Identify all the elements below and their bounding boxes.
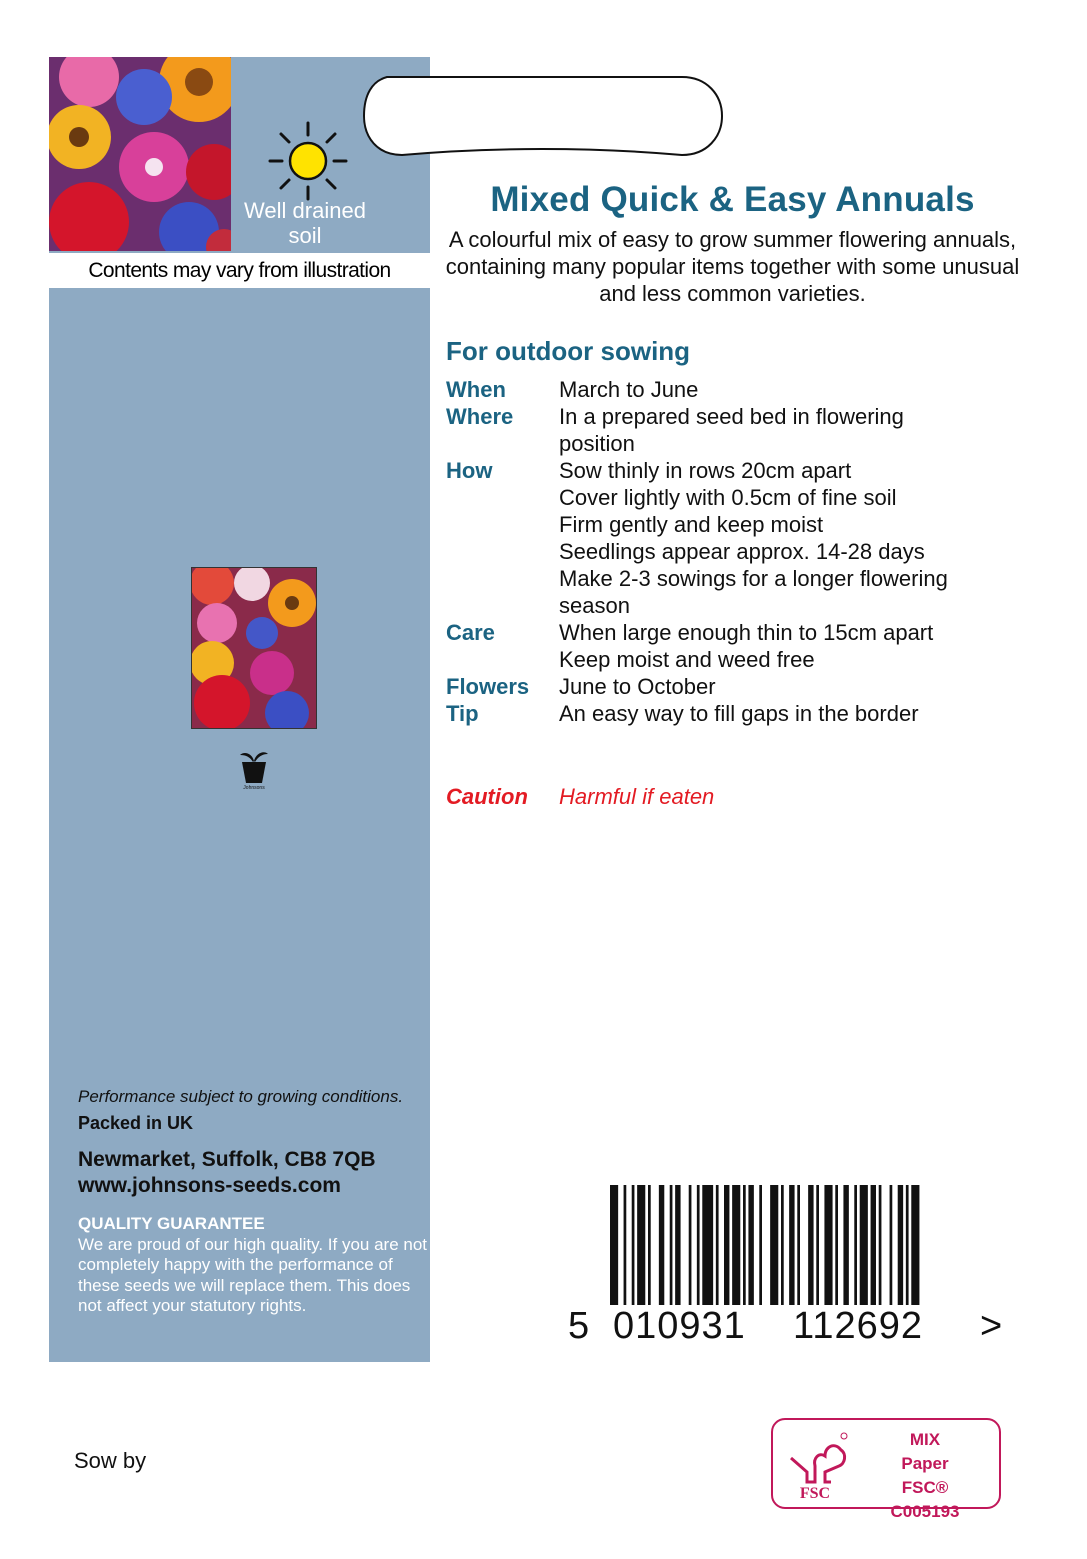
barcode [610,1185,990,1305]
sowing-row [446,619,1046,673]
caution-label: Caution [446,784,528,809]
hanger-hole [362,75,724,157]
caution-text: Harmful if eaten [559,784,715,809]
product-title: Mixed Quick & Easy Annuals [490,180,975,219]
fsc-paper: Paper [901,1454,949,1473]
sowing-row-line: An easy way to fill gaps in the border [559,701,919,726]
fsc-code: FSC® C005193 [890,1478,960,1521]
barcode-bar [743,1185,746,1305]
barcode-bar [898,1185,903,1305]
sowing-row-line: Seedlings appear approx. 14-28 days [559,539,925,564]
brand-mark-text: Johnsons [243,785,265,791]
sowing-table [446,376,1046,727]
sowing-row [446,673,1046,700]
sowing-row-value [559,457,1046,619]
barcode-right-digits: 112692 [793,1305,923,1347]
sowing-row [446,403,1046,457]
barcode-bar [789,1185,794,1305]
address [78,1147,376,1199]
quality-title: QUALITY GUARANTEE [78,1214,265,1233]
barcode-bar [871,1185,876,1305]
sowing-row-value [559,376,1046,403]
soil-label: Well drained soil [244,198,366,248]
barcode-bar [724,1185,729,1305]
barcode-bar [670,1185,673,1305]
product-description: A colourful mix of easy to grow summer flowering annuals, containing many popular items together with some unusual and less common varieties. [445,227,1020,306]
sow-by-label: Sow by [74,1448,147,1473]
packet-thumbnail [191,567,317,729]
sowing-row [446,700,1046,727]
sowing-row [446,457,1046,619]
fsc-mix: MIX [909,1430,941,1449]
barcode-bar [860,1185,868,1305]
barcode-marker: > [980,1305,1004,1347]
barcode-bar [659,1185,664,1305]
barcode-bar [808,1185,813,1305]
sowing-row-line: March to June [559,377,699,402]
website-link: www.johnsons-seeds.com [78,1174,341,1197]
contents-note: Contents may vary from illustration [49,253,430,288]
barcode-bar [911,1185,919,1305]
sun-icon [268,121,348,201]
sowing-row-value [559,700,1046,727]
sowing-row-value [559,403,1046,457]
barcode-bar [781,1185,784,1305]
address-line: Newmarket, Suffolk, CB8 7QB [78,1148,376,1171]
barcode-bar [816,1185,819,1305]
sowing-row-label: When [446,377,506,402]
barcode-bar [835,1185,838,1305]
sowing-row-line: June to October [559,674,716,699]
barcode-bar [702,1185,713,1305]
barcode-bar [797,1185,800,1305]
barcode-bar [843,1185,848,1305]
barcode-bar [732,1185,740,1305]
fsc-label [771,1418,1001,1521]
sowing-row-line: Cover lightly with 0.5cm of fine soil [559,485,897,510]
barcode-bar [610,1185,618,1305]
barcode-bar [770,1185,778,1305]
sowing-row-label: Tip [446,701,479,726]
barcode-bar [637,1185,645,1305]
barcode-bar [697,1185,700,1305]
quality-text: We are proud of our high quality. If you are not completely happy with the performance of these seeds we will replace them. This does not affect your statutory rights. [78,1234,428,1315]
barcode-bar [632,1185,635,1305]
barcode-bar [879,1185,882,1305]
packed-in: Packed in UK [78,1113,194,1133]
performance-note: Performance subject to growing conditions. [78,1087,404,1106]
barcode-bar [824,1185,832,1305]
sowing-row-line: season [559,593,630,618]
barcode-bar [689,1185,692,1305]
sowing-row-line: position [559,431,635,456]
sowing-row-label: How [446,458,493,483]
sowing-row-line: When large enough thin to 15cm apart [559,620,934,645]
sowing-heading: For outdoor sowing [446,336,691,366]
sowing-row-label: Where [446,404,514,429]
barcode-left-digits: 010931 [613,1305,746,1347]
sowing-row-line: In a prepared seed bed in flowering [559,404,904,429]
sowing-row-line: Firm gently and keep moist [559,512,824,537]
barcode-bar [759,1185,762,1305]
barcode-bar [648,1185,651,1305]
fsc-tree-icon [785,1428,851,1502]
brand-pot-icon [236,747,272,791]
flower-photo [49,57,231,251]
sowing-row [446,376,1046,403]
barcode-bar [854,1185,857,1305]
quality-guarantee [78,1214,428,1317]
sowing-row-value [559,673,1046,700]
barcode-bar [748,1185,753,1305]
barcode-bar [716,1185,719,1305]
fsc-logo-text: FSC [799,1485,831,1502]
sowing-row-line: Make 2-3 sowings for a longer flowering [559,566,948,591]
barcode-bar [906,1185,909,1305]
sowing-row-line: Sow thinly in rows 20cm apart [559,458,852,483]
barcode-bar [675,1185,680,1305]
sowing-row-line: Keep moist and weed free [559,647,815,672]
fsc-text [865,1428,985,1524]
sowing-row-value [559,619,1046,673]
sowing-row-label: Care [446,620,495,645]
sowing-row-label: Flowers [446,674,530,699]
barcode-bar [624,1185,627,1305]
caution [446,783,714,810]
barcode-bar [890,1185,893,1305]
barcode-first-digit: 5 [568,1305,591,1347]
